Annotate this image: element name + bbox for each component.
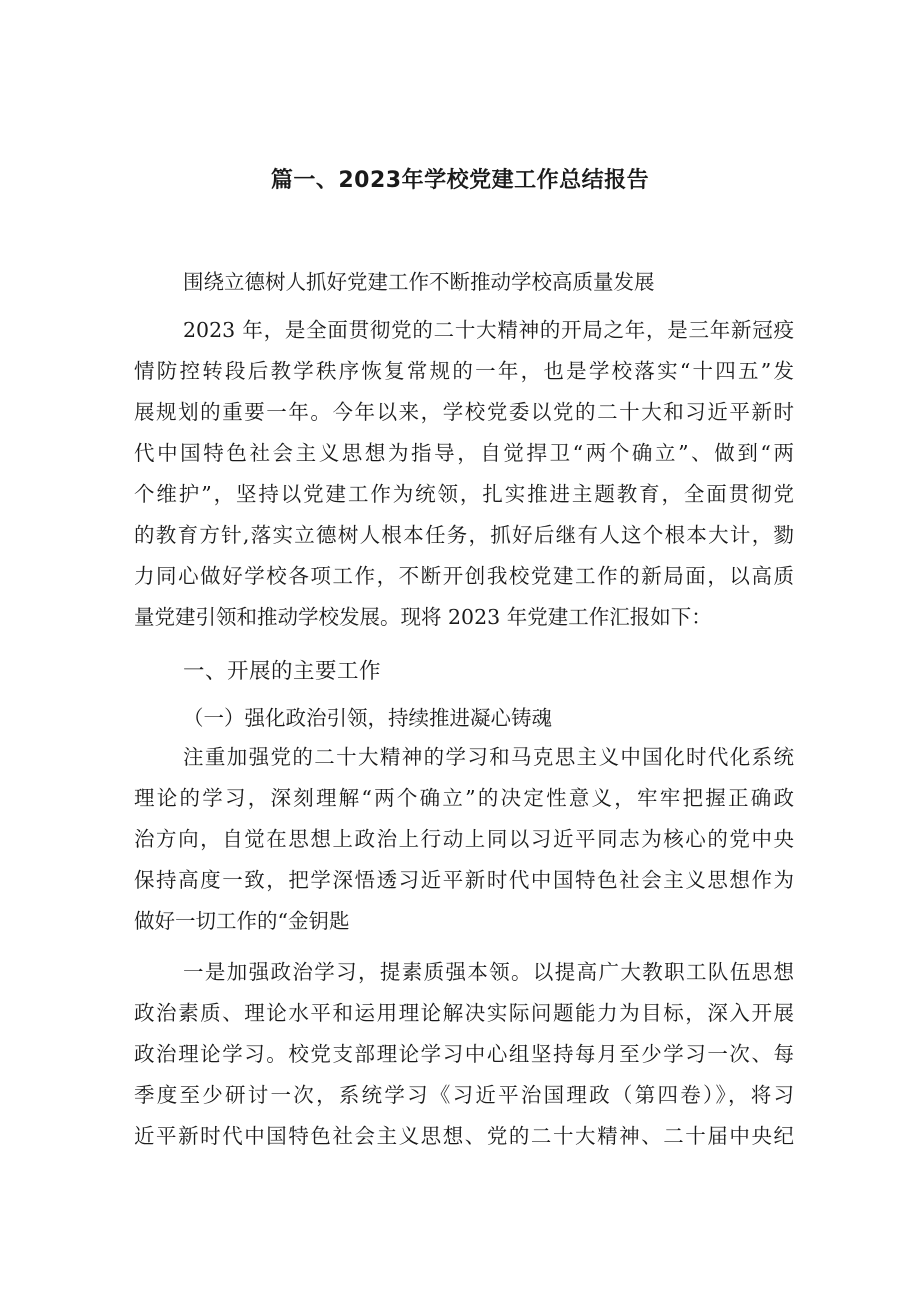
paragraph-line: 情防控转段后教学秩序恢复常规的一年，也是学校落实“十四五”发 <box>134 359 794 383</box>
paragraph-line: 做好一切工作的“金钥匙 <box>134 909 350 933</box>
document-subtitle: 围绕立德树人抓好党建工作不断推动学校高质量发展 <box>183 270 655 294</box>
paragraph-line: 近平新时代中国特色社会主义思想、党的二十大精神、二十届中央纪 <box>134 1124 794 1148</box>
paragraph-line: 一是加强政治学习，提素质强本领。以提高广大教职工队伍思想 <box>183 960 794 984</box>
paragraph-line: 2023 年，是全面贯彻党的二十大精神的开局之年，是三年新冠疫 <box>183 318 794 342</box>
paragraph-line: 注重加强党的二十大精神的学习和马克思主义中国化时代化系统 <box>183 745 794 769</box>
paragraph-line: 的教育方针,落实立德树人根本任务，抓好后继有人这个根本大计，勠 <box>134 523 794 547</box>
paragraph-line: 季度至少研讨一次，系统学习《习近平治国理政（第四卷）》，将习 <box>134 1083 794 1107</box>
paragraph-line: 政治素质、理论水平和运用理论解决实际问题能力为目标，深入开展 <box>134 1001 794 1025</box>
paragraph-line: 个维护”，坚持以党建工作为统领，扎实推进主题教育，全面贯彻党 <box>134 482 794 506</box>
paragraph-line: 保持高度一致，把学深悟透习近平新时代中国特色社会主义思想作为 <box>134 868 794 892</box>
paragraph-line: 展规划的重要一年。今年以来，学校党委以党的二十大和习近平新时 <box>134 400 794 424</box>
document-title: 篇一、2023年学校党建工作总结报告 <box>270 168 650 193</box>
subsection-heading: （一）强化政治引领，持续推进凝心铸魂 <box>183 706 552 730</box>
paragraph-line: 力同心做好学校各项工作，不断开创我校党建工作的新局面，以高质 <box>134 564 794 588</box>
paragraph-line: 治方向，自觉在思想上政治上行动上同以习近平同志为核心的党中央 <box>134 827 794 851</box>
paragraph-line: 理论的学习，深刻理解“两个确立”的决定性意义，牢牢把握正确政 <box>134 786 794 810</box>
paragraph-line: 量党建引领和推动学校发展。现将 2023 年党建工作汇报如下： <box>134 605 712 629</box>
paragraph-line: 代中国特色社会主义思想为指导，自觉捍卫“两个确立”、做到“两 <box>134 441 794 465</box>
paragraph-line: 政治理论学习。校党支部理论学习中心组坚持每月至少学习一次、每 <box>134 1042 794 1066</box>
section-heading: 一、开展的主要工作 <box>183 659 382 684</box>
